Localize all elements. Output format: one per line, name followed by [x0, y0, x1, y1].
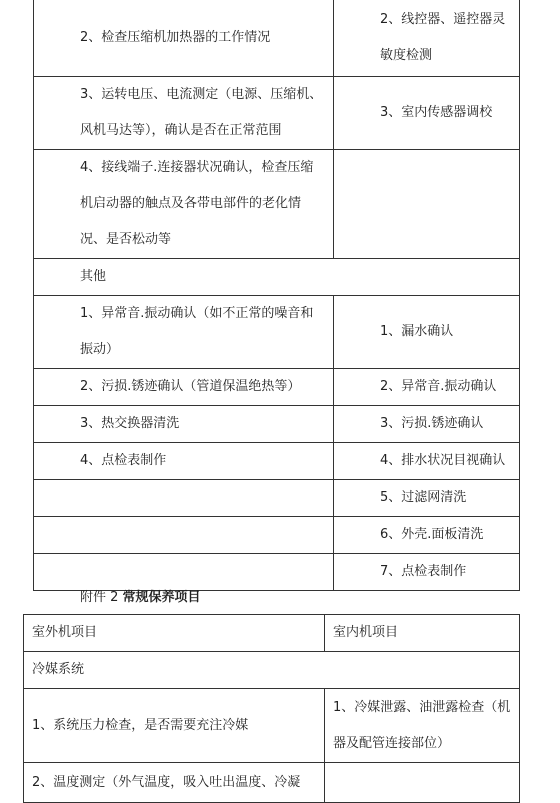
cell-text: 2、检查压缩机加热器的工作情况	[80, 29, 271, 45]
section-title: 冷媒系统	[32, 662, 85, 677]
table-row	[34, 517, 520, 554]
cell-text: 6、外壳.面板清洗	[380, 527, 484, 542]
header-outdoor	[24, 615, 325, 652]
column-header: 室内机项目	[333, 625, 399, 640]
indoor-cell	[334, 554, 520, 591]
outdoor-cell	[34, 480, 334, 517]
cell-text: 3、污损.锈迹确认	[380, 416, 484, 431]
indoor-cell	[334, 443, 520, 480]
cell-text: 4、排水状况目视确认	[380, 453, 506, 468]
table-row	[34, 554, 520, 591]
indoor-cell	[334, 150, 520, 259]
cell-text: 2、温度测定（外气温度，吸入吐出温度、冷凝	[32, 774, 301, 790]
table-row	[34, 150, 520, 259]
maintenance-table-continued	[33, 0, 520, 591]
cell-text: 风机马达等），确认是否在正常范围	[80, 123, 282, 138]
section-row	[24, 652, 520, 689]
table-row	[34, 0, 520, 77]
indoor-cell	[334, 406, 520, 443]
indoor-cell	[334, 0, 520, 77]
cell-text: 1、漏水确认	[380, 324, 454, 339]
caption-prefix: 附件 2	[80, 590, 123, 605]
section-row	[34, 259, 520, 296]
cell-text: 2、污损.锈迹确认（管道保温绝热等）	[80, 379, 301, 394]
cell-text: 7、点检表制作	[380, 564, 467, 579]
indoor-cell	[334, 77, 520, 150]
cell-text: 5、过滤网清洗	[380, 490, 467, 505]
cell-text: 器及配管连接部位）	[333, 735, 451, 751]
indoor-cell	[334, 296, 520, 369]
cell-text: 3、室内传感器调校	[380, 105, 493, 120]
section-header-cell	[24, 652, 520, 689]
table-caption	[80, 590, 201, 606]
cell-text: 机启动器的触点及各带电部件的老化情	[80, 196, 302, 211]
outdoor-cell	[34, 369, 334, 406]
outdoor-cell	[24, 689, 325, 763]
outdoor-cell	[34, 406, 334, 443]
outdoor-cell	[34, 443, 334, 480]
cell-text: 敏度检测	[380, 47, 433, 63]
table-row	[34, 443, 520, 480]
table-row	[34, 406, 520, 443]
outdoor-cell	[34, 517, 334, 554]
cell-text: 4、点检表制作	[80, 453, 167, 468]
outdoor-cell	[34, 77, 334, 150]
table-row	[34, 369, 520, 406]
cell-text: 1、异常音.振动确认（如不正常的噪音和	[80, 306, 314, 321]
indoor-cell	[334, 369, 520, 406]
outdoor-cell	[34, 150, 334, 259]
column-header: 室外机项目	[32, 625, 98, 640]
table-row	[34, 77, 520, 150]
section-title: 其他	[80, 269, 107, 284]
table-header-row	[24, 615, 520, 652]
section-header-cell	[34, 259, 520, 296]
cell-text: 2、异常音.振动确认	[380, 379, 497, 394]
cell-text: 1、系统压力检查，是否需要充注冷媒	[32, 717, 249, 733]
cell-text: 2、线控器、遥控器灵	[380, 11, 506, 27]
table-row	[24, 689, 520, 763]
outdoor-cell	[34, 554, 334, 591]
cell-text: 况、是否松动等	[80, 232, 172, 247]
caption-title: 常规保养项目	[122, 590, 201, 605]
header-indoor	[325, 615, 520, 652]
cell-text: 振动）	[80, 342, 120, 357]
cell-text: 4、接线端子.连接器状况确认，检查压缩	[80, 160, 314, 175]
indoor-cell	[334, 517, 520, 554]
cell-text: 3、运转电压、电流测定（电源、压缩机、	[80, 87, 323, 102]
outdoor-cell	[34, 296, 334, 369]
cell-text: 3、热交换器清洗	[80, 416, 180, 431]
routine-maintenance-table	[23, 614, 520, 803]
table-row	[34, 480, 520, 517]
table-row	[34, 296, 520, 369]
indoor-cell	[334, 480, 520, 517]
outdoor-cell	[34, 0, 334, 77]
indoor-cell	[325, 689, 520, 763]
cell-text: 1、冷媒泄露、油泄露检查（机	[333, 699, 511, 715]
